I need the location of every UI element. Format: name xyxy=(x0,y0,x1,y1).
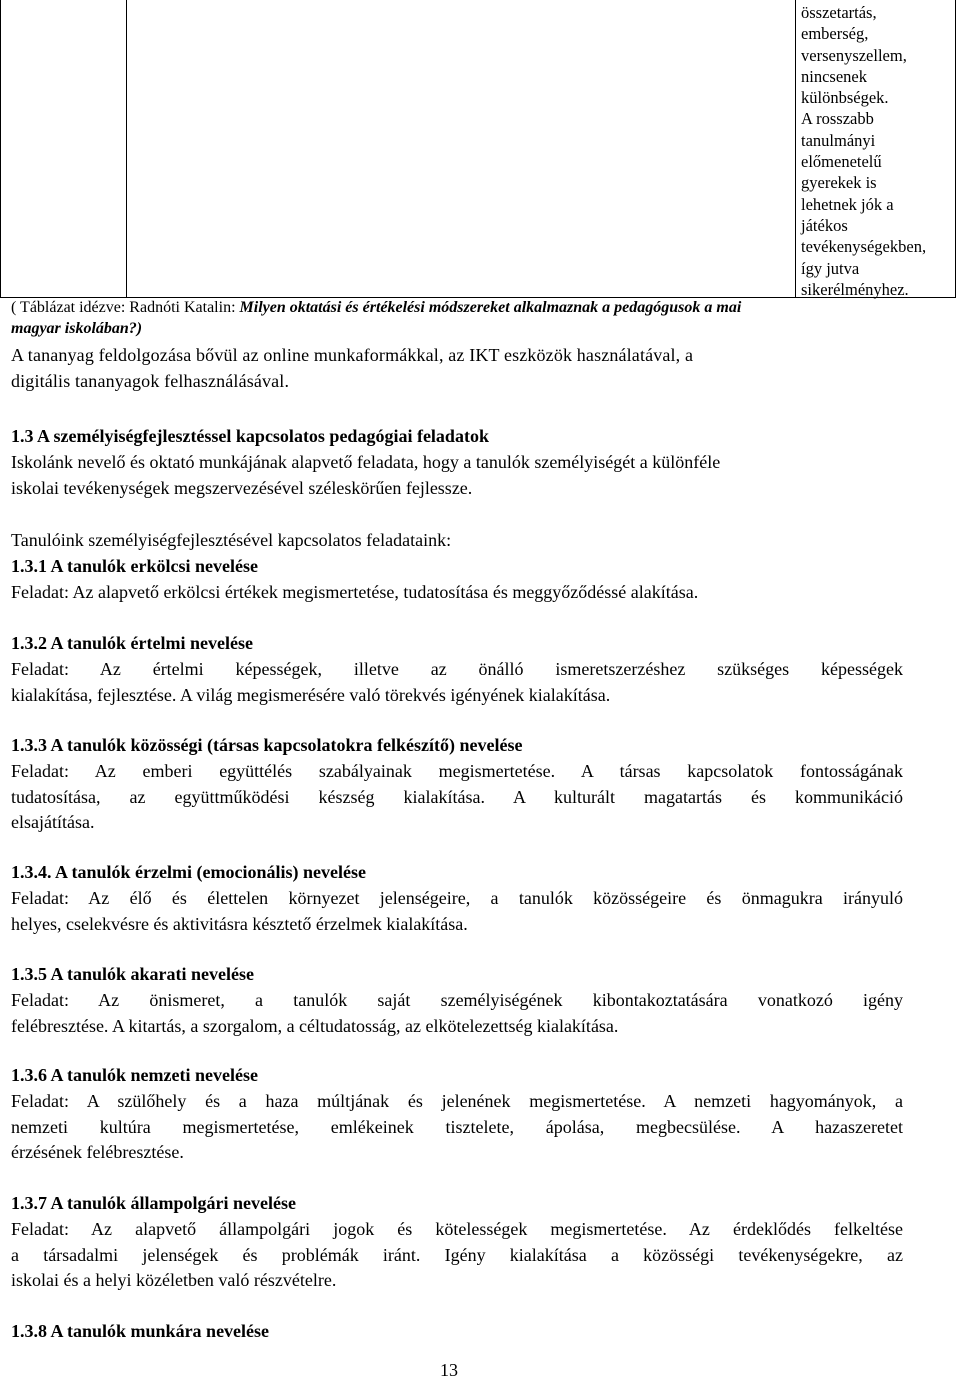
table-cell-line: A rosszabb xyxy=(801,109,874,129)
subsection-text-line: Feladat: Az önismeret, a tanulók saját személyiségének kibontakoztatására vonatkozó igény xyxy=(11,989,903,1010)
subsection-heading: 1.3.4. A tanulók érzelmi (emocionális) nevelése xyxy=(11,862,366,882)
subsection-heading-1-3-1: 1.3.1 A tanulók erkölcsi nevelése xyxy=(11,555,258,576)
subsection-1-3-5 xyxy=(11,962,903,1039)
table-cell-line: játékos xyxy=(801,215,848,235)
table-cell-line: előmenetelű xyxy=(801,152,882,172)
subsection-text-line: helyes, cselekvésre és aktivitásra késztető érzelmek kialakítása. xyxy=(11,913,468,934)
intro-paragraph xyxy=(11,343,881,395)
section-1-3 xyxy=(11,424,903,501)
section-heading: 1.3 A személyiségfejlesztéssel kapcsolatos pedagógiai feladatok xyxy=(11,426,489,446)
subsection-text-line: Feladat: A szülőhely és a haza múltjának és jelenének megismertetése. A nemzeti hagyományok, a xyxy=(11,1090,903,1111)
table-cell-line: tevékenységekben, xyxy=(801,237,927,257)
subsection-text-line: elsajátítása. xyxy=(11,812,95,833)
subsection-text-line: felébresztése. A kitartás, a szorgalom, a céltudatosság, az elkötelezettség kialakítása. xyxy=(11,1015,619,1036)
table-cell-line: összetartás, xyxy=(801,3,877,22)
subsection-text-line: Feladat: Az alapvető állampolgári jogok és kötelességek megismertetése. Az érdeklődés felkeltése xyxy=(11,1218,903,1239)
subsection-heading: 1.3.5 A tanulók akarati nevelése xyxy=(11,964,255,984)
table-caption xyxy=(11,297,951,339)
subsection-1-3-2 xyxy=(11,631,903,708)
subsection-1-3-6 xyxy=(11,1063,903,1166)
table-border-col2 xyxy=(795,0,796,298)
table-cell-line: különbségek. xyxy=(801,88,889,108)
section-para-line: iskolai tevékenységek megszervezésével széleskörűen fejlessze. xyxy=(11,477,473,498)
caption-title-part1: Milyen oktatási és értékelési módszereket alkalmaznak a pedagógusok a mai xyxy=(239,299,742,316)
subsection-text-line: tudatosítása, az együttműködési készség kialakítása. A kulturált magatartás és kommunikáció xyxy=(11,786,903,807)
subsection-1-3-8 xyxy=(11,1319,903,1345)
section-para-line: Iskolánk nevelő és oktató munkájának alapvető feladata, hogy a tanulók személyiségét a különféle xyxy=(11,451,721,472)
subsection-text-line: kialakítása, fejlesztése. A világ megismerésére való törekvés igényének kialakítása. xyxy=(11,684,611,705)
table-cell-line: nincsenek xyxy=(801,66,867,86)
tasks-intro-block xyxy=(11,528,903,605)
table-fragment xyxy=(0,0,960,298)
caption-title-part2: magyar iskolában?) xyxy=(11,320,143,337)
subsection-heading: 1.3.7 A tanulók állampolgári nevelése xyxy=(11,1193,297,1213)
caption-prefix: ( Táblázat idézve: Radnóti Katalin: xyxy=(11,299,240,316)
subsection-heading: 1.3.6 A tanulók nemzeti nevelése xyxy=(11,1065,258,1085)
subsection-heading: 1.3.2 A tanulók értelmi nevelése xyxy=(11,633,253,653)
table-cell-text xyxy=(801,2,951,300)
subsection-text-line: a társadalmi jelenségek és problémák iránt. Igény kialakítása a közösségi tevékenységekre, az xyxy=(11,1244,903,1265)
table-cell-line: versenyszellem, xyxy=(801,45,907,65)
intro-line: A tananyag feldolgozása bővül az online munkaformákkal, az IKT eszközök használatával, a xyxy=(11,345,694,365)
table-cell-line: emberség, xyxy=(801,24,869,44)
table-cell-line: gyerekek is xyxy=(801,173,877,193)
tasks-intro: Tanulóink személyiségfejlesztésével kapcsolatos feladataink: xyxy=(11,530,452,550)
subsection-text-line: Feladat: Az emberi együttélés szabályainak megismertetése. A társas kapcsolatok fontosságának xyxy=(11,760,903,781)
subsection-1-3-3 xyxy=(11,733,903,836)
subsection-text-line: Feladat: Az értelmi képességek, illetve az önálló ismeretszerzéshez szükséges képességek xyxy=(11,658,903,679)
table-cell-line: lehetnek jók a xyxy=(801,194,894,214)
table-border-right xyxy=(955,0,956,298)
subsection-text-line: Feladat: Az élő és élettelen környezet jelenségeire, a tanulók közösségeire és önmagukra irányuló xyxy=(11,887,903,908)
table-cell-line: így jutva xyxy=(801,258,860,278)
subsection-heading: 1.3.8 A tanulók munkára nevelése xyxy=(11,1321,270,1341)
intro-line: digitális tananyagok felhasználásával. xyxy=(11,370,290,391)
subsection-text-line: nemzeti kultúra megismertetése, emlékeinek tisztelete, ápolása, megbecsülése. A hazaszeretet xyxy=(11,1116,903,1137)
page-number: 13 xyxy=(440,1360,458,1380)
subsection-text-line: érzésének felébresztése. xyxy=(11,1142,184,1163)
table-border-col1 xyxy=(126,0,127,298)
table-border-left xyxy=(0,0,1,298)
subsection-1-3-4 xyxy=(11,860,903,937)
table-cell-line: sikerélményhez. xyxy=(801,279,909,299)
subsection-heading: 1.3.3 A tanulók közösségi (társas kapcsolatokra felkészítő) nevelése xyxy=(11,735,523,755)
table-cell-line: tanulmányi xyxy=(801,130,876,150)
caption-line-1 xyxy=(11,297,951,318)
subsection-text-line: Feladat: Az alapvető erkölcsi értékek megismertetése, tudatosítása és meggyőződéssé alakítása. xyxy=(11,581,699,602)
subsection-text-line: iskolai és a helyi közéletben való részvételre. xyxy=(11,1270,337,1291)
subsection-1-3-7 xyxy=(11,1191,903,1294)
